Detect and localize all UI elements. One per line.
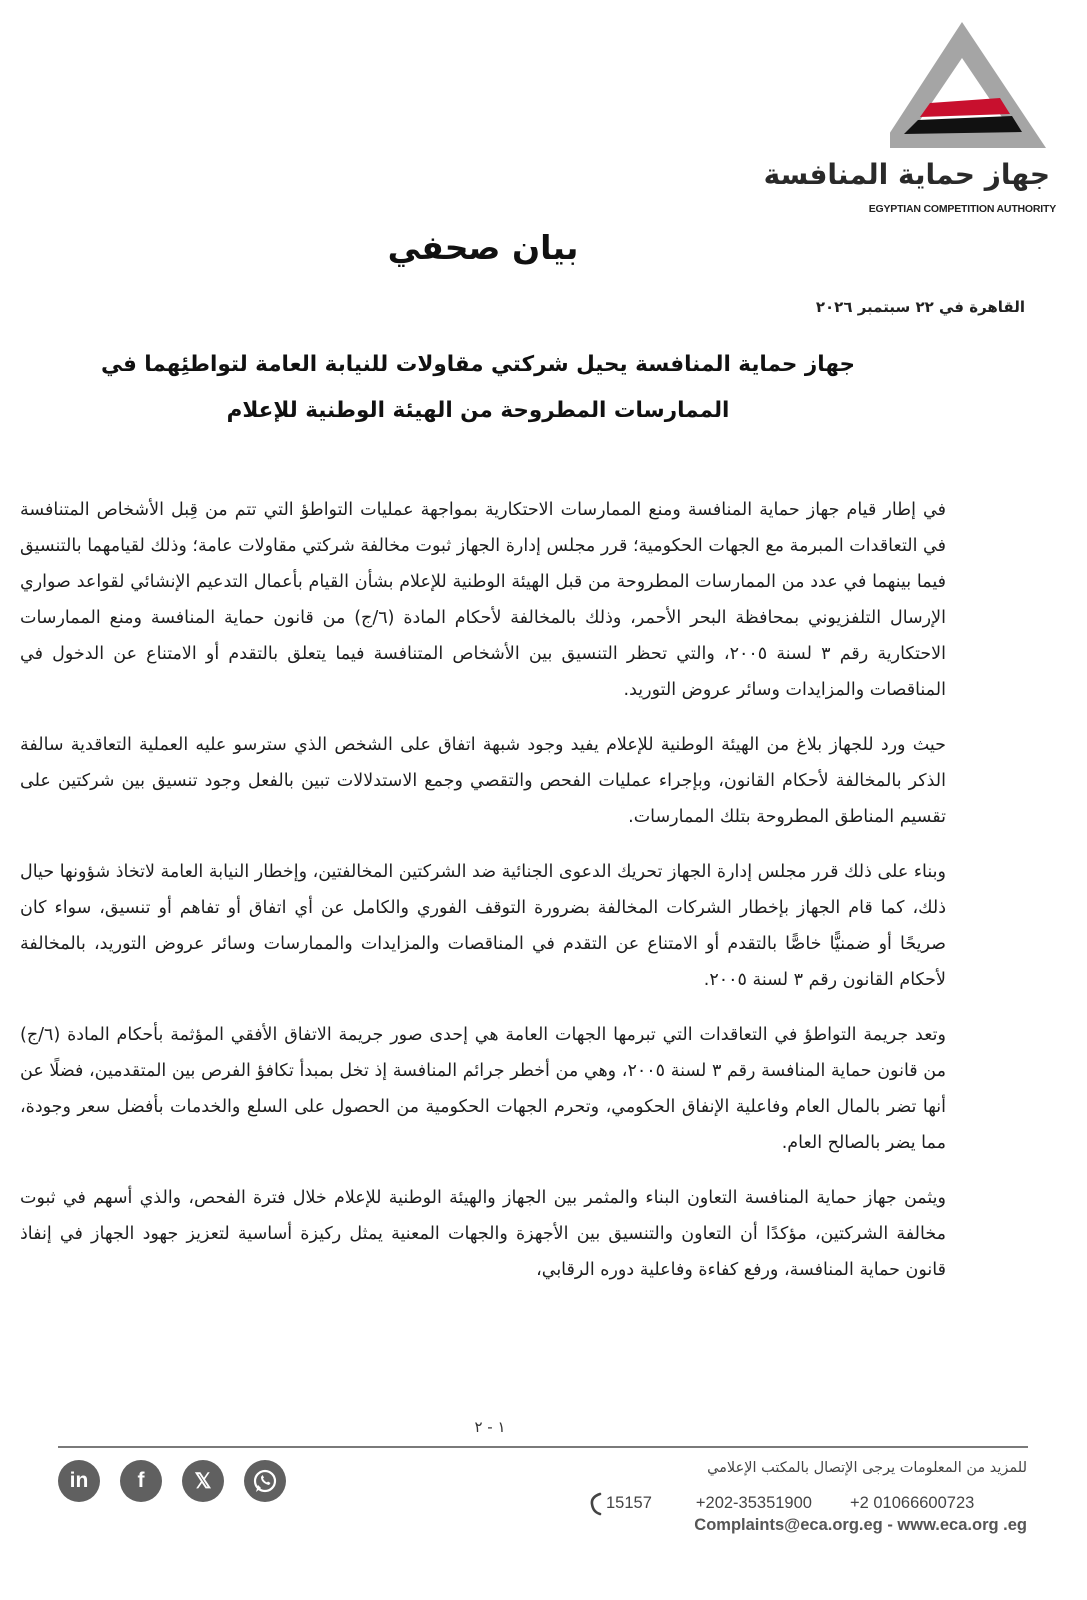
- phone-icon: [590, 1492, 604, 1516]
- logo-name-arabic: جهاز حماية المنافسة: [763, 158, 1050, 191]
- phone-number-1[interactable]: +202-35351900: [695, 1493, 812, 1512]
- page-number: ١ - ٢: [474, 1418, 506, 1436]
- phone-number-2[interactable]: +2 01066600723: [849, 1493, 975, 1512]
- press-body: [20, 492, 946, 1307]
- body-paragraph-2: حيث ورد للجهاز بلاغ من الهيئة الوطنية للإعلام يفيد وجود شبهة اتفاق على الشخص الذي سترسو عليه العملية التعاقدية سالفة الذكر بالمخالفة لأحكام القانون، وبإجراء عمليات الفحص والتقصي وجمع الاستدلالات تبين بالفعل وجود تنسيق بين شركتين على تقسيم المناطق المطروحة بتلك الممارسات.: [20, 735, 946, 827]
- email-website-line[interactable]: Complaints@eca.org.eg - www.eca.org .eg: [694, 1516, 1027, 1534]
- x-twitter-icon[interactable]: 𝕏: [182, 1460, 224, 1502]
- contact-label: للمزيد من المعلومات يرجى الإتصال بالمكتب الإعلامي: [707, 1460, 1027, 1476]
- social-links: [58, 1460, 286, 1502]
- hotline[interactable]: [590, 1490, 652, 1516]
- body-paragraph-1: في إطار قيام جهاز حماية المنافسة ومنع الممارسات الاحتكارية بمواجهة عمليات التواطؤ التي تتم من قِبل الأشخاص المتنافسة في التعاقدات المبرمة مع الجهات الحكومية؛ قرر مجلس إدارة الجهاز ثبوت مخالفة شركتي مقاولات عامة؛ وذلك لقيامهما بالتنسيق فيما بينهما في عدد من الممارسات المطروحة من قبل الهيئة الوطنية للإعلام بشأن القيام بأعمال التدعيم الإنشائي لقواعد صواري الإرسال التلفزيوني بمحافظة البحر الأحمر، وذلك بالمخالفة لأحكام المادة (٦/ج) من قانون حماية المنافسة ومنع الممارسات الاحتكارية رقم ٣ لسنة ٢٠٠٥، والتي تحظر التنسيق بين الأشخاص المتنافسة فيما يتعلق بالتقدم أو الامتناع عن الدخول في المناقصات والمزايدات وسائر عروض التوريد.: [20, 500, 947, 700]
- body-paragraph-4: وتعد جريمة التواطؤ في التعاقدات التي تبرمها الجهات العامة هي إحدى صور جريمة الاتفاق الأفقي المؤثمة بأحكام المادة (٦/ج) من قانون حماية المنافسة رقم ٣ لسنة ٢٠٠٥، وهي من أخطر جرائم المنافسة إذ تخل بمبدأ تكافؤ الفرص بين المتقدمين، فضلًا عن أنها تضر بالمال العام وفاعلية الإنفاق الحكومي، وتحرم الجهات الحكومية من الحصول على السلع والخدمات بأفضل سعر وجودة، مما يضر بالصالح العام.: [20, 1025, 946, 1153]
- document-date: القاهرة في ٢٢ سبتمبر ٢٠٢٦: [815, 298, 1025, 316]
- press-headline: جهاز حماية المنافسة يحيل شركتي مقاولات للنيابة العامة لتواطئِهما في الممارسات المطروحة من الهيئة الوطنية للإعلام: [100, 352, 856, 423]
- footer-divider: [58, 1446, 1028, 1448]
- phone-numbers: [590, 1490, 1028, 1516]
- whatsapp-icon[interactable]: [244, 1460, 286, 1502]
- body-paragraph-3: وبناء على ذلك قرر مجلس إدارة الجهاز تحريك الدعوى الجنائية ضد الشركتين المخالفتين، وإخطار النيابة العامة لاتخاذ شؤونها حيال ذلك، كما قام الجهاز بإخطار الشركات المخالفة بضرورة التوقف الفوري والكامل عن أي اتفاق أو تفاهم أو تنسيق، سواء كان صريحًا أو ضمنيًّا خاصًّا بالتقدم أو الامتناع عن التقدم في المناقصات والمزايدات والممارسات وسائر عروض التوريد، بالمخالفة لأحكام القانون رقم ٣ لسنة ٢٠٠٥.: [20, 862, 946, 990]
- hotline-number: 15157: [606, 1493, 652, 1512]
- logo-name-english: EGYPTIAN COMPETITION AUTHORITY: [868, 203, 1056, 215]
- body-paragraph-5: ويثمن جهاز حماية المنافسة التعاون البناء والمثمر بين الجهاز والهيئة الوطنية للإعلام خلال فترة الفحص، والذي أسهم في ثبوت مخالفة الشركتين، مؤكدًا أن التعاون والتنسيق بين الأجهزة والجهات المعنية يمثل ركيزة أساسية لتعزيز جهود الجهاز في إنفاذ قانون حماية المنافسة، ورفع كفاءة وفاعلية دوره الرقابي،: [20, 1188, 946, 1280]
- document-title: بيان صحفي: [387, 228, 579, 267]
- linkedin-icon[interactable]: in: [58, 1460, 100, 1502]
- facebook-icon[interactable]: f: [120, 1460, 162, 1502]
- logo-triangle-icon: [890, 20, 1050, 150]
- eca-logo: [763, 20, 1070, 215]
